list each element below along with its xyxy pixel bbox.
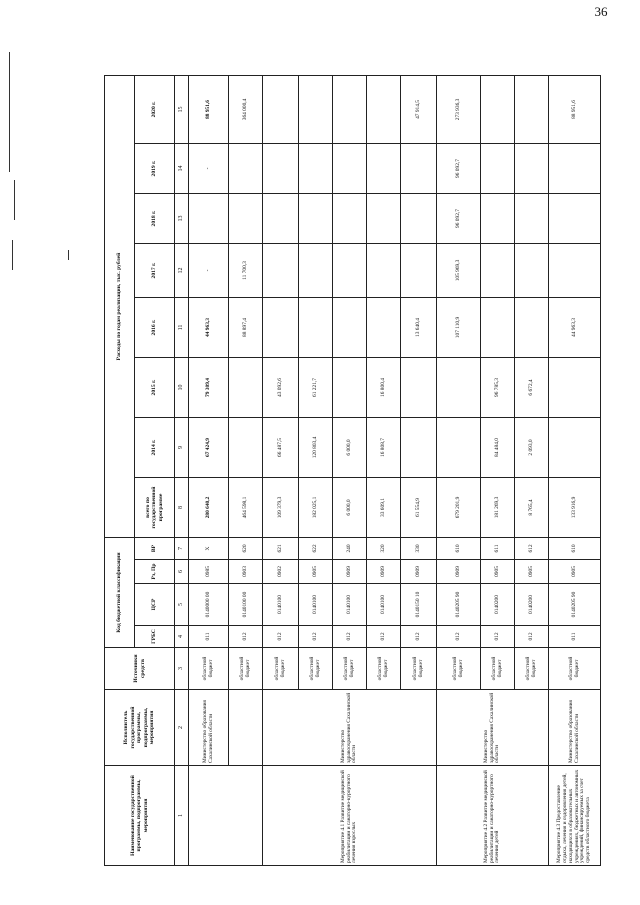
- header-total: всего по государственной программе: [135, 478, 175, 538]
- cell-vr: 621: [263, 538, 299, 560]
- cell-source: областной бюджет: [229, 648, 263, 690]
- cell-2017: [299, 244, 333, 298]
- cell-source: областной бюджет: [263, 648, 299, 690]
- column-number-row: [175, 75, 189, 865]
- cell-2015: [333, 358, 367, 418]
- cell-total: 464 598,1: [229, 478, 263, 538]
- cell-2014: 6 000,0: [333, 418, 367, 478]
- cell-csr: 0140100: [263, 584, 299, 626]
- cell-2020: [481, 75, 515, 143]
- cell-total: 61 554,9: [401, 478, 437, 538]
- cell-2018: [333, 194, 367, 244]
- cell-rzpr: 0905: [549, 560, 601, 584]
- cell-vr: 320: [367, 538, 401, 560]
- scan-mark: [12, 240, 13, 270]
- cell-vr: 622: [299, 538, 333, 560]
- cell-source: областной бюджет: [481, 648, 515, 690]
- cell-vr: 610: [549, 538, 601, 560]
- cell-2019: [229, 144, 263, 194]
- column-number: 15: [175, 75, 189, 143]
- cell-2015: [549, 358, 601, 418]
- column-number: 4: [175, 626, 189, 648]
- cell-total: 109 379,3: [263, 478, 299, 538]
- cell-total: 133 916,9: [549, 478, 601, 538]
- cell-2017: [515, 244, 549, 298]
- cell-event-name: [189, 766, 263, 866]
- column-number: 2: [175, 690, 189, 766]
- cell-source: областной бюджет: [299, 648, 333, 690]
- cell-2014: 67 424,9: [189, 418, 229, 478]
- cell-vr: 610: [437, 538, 481, 560]
- cell-2018: [401, 194, 437, 244]
- table-row: [549, 75, 601, 865]
- table-row: [189, 75, 229, 865]
- cell-2015: 61 221,7: [299, 358, 333, 418]
- cell-2018: [481, 194, 515, 244]
- cell-2018: [549, 194, 601, 244]
- cell-2015: 6 672,4: [515, 358, 549, 418]
- cell-2019: [263, 144, 299, 194]
- column-number: 13: [175, 194, 189, 244]
- cell-2017: [481, 244, 515, 298]
- table-row: [263, 75, 299, 865]
- cell-2018: 96 092,7: [437, 194, 481, 244]
- cell-grbs: 012: [401, 626, 437, 648]
- header-year: 2014 г.: [135, 418, 175, 478]
- cell-2016: [515, 298, 549, 358]
- cell-csr: 0140100 00: [229, 584, 263, 626]
- cell-grbs: 012: [367, 626, 401, 648]
- cell-rzpr: 0985: [189, 560, 229, 584]
- header-rzpr: Рз, Пр: [135, 560, 175, 584]
- header-year: 2015 г.: [135, 358, 175, 418]
- cell-grbs: 011: [189, 626, 229, 648]
- cell-2016: 88 897,4: [229, 298, 263, 358]
- cell-total: 6 000,0: [333, 478, 367, 538]
- cell-rzpr: 0905: [515, 560, 549, 584]
- cell-2020: 88 951,6: [549, 75, 601, 143]
- cell-event-name: Мероприятие 4.1 Развитие медицинской реабилитации и санаторно-курортного лечения взрослых: [263, 766, 437, 866]
- cell-2019: [367, 144, 401, 194]
- cell-vr: 612: [515, 538, 549, 560]
- cell-event-name: Мероприятие 4.3 Предоставление отдыха, лечения и оздоровления детей, находящихся в образовательных учреждениях, бюджетных и автономных учреждений, финансируемых за счет средств областного бюджета: [549, 766, 601, 866]
- scan-mark: [9, 52, 10, 172]
- cell-source: областной бюджет: [189, 648, 229, 690]
- cell-2020: [515, 75, 549, 143]
- cell-csr: 0140100: [299, 584, 333, 626]
- cell-vr: Х: [189, 538, 229, 560]
- cell-total: 182 025,1: [299, 478, 333, 538]
- cell-2016: 44 963,3: [549, 298, 601, 358]
- cell-total: 679 201,9: [437, 478, 481, 538]
- header-name: Наименование государственной программы, подпрограммы, мероприятия: [105, 766, 175, 866]
- cell-executor: Министерство образования Сахалинской области: [189, 690, 229, 766]
- column-number: 3: [175, 648, 189, 690]
- cell-grbs: 011: [549, 626, 601, 648]
- page-number: 36: [594, 4, 608, 19]
- cell-2019: [299, 144, 333, 194]
- cell-2017: 11 700,3: [229, 244, 263, 298]
- cell-2015: 79 309,4: [189, 358, 229, 418]
- cell-2014: [401, 418, 437, 478]
- cell-rzpr: 0905: [299, 560, 333, 584]
- cell-2020: 88 951,6: [189, 75, 229, 143]
- cell-2015: 16 800,4: [367, 358, 401, 418]
- cell-executor: Министерство образования Сахалинской области: [549, 690, 601, 766]
- cell-2018: [229, 194, 263, 244]
- cell-2016: [333, 298, 367, 358]
- cell-grbs: 012: [333, 626, 367, 648]
- cell-source: областной бюджет: [549, 648, 601, 690]
- cell-rzpr: 0902: [263, 560, 299, 584]
- cell-grbs: 012: [299, 626, 333, 648]
- cell-csr: 0140200: [481, 584, 515, 626]
- cell-vr: 240: [333, 538, 367, 560]
- header-vr: ВР: [135, 538, 175, 560]
- cell-rzpr: 0909: [401, 560, 437, 584]
- cell-2020: [263, 75, 299, 143]
- header-csr: ЦСР: [135, 584, 175, 626]
- cell-2017: [333, 244, 367, 298]
- cell-executor: Министерство здравоохранения Сахалинской области: [263, 690, 437, 766]
- cell-vr: 611: [481, 538, 515, 560]
- column-number: 10: [175, 358, 189, 418]
- scan-mark: [14, 180, 15, 220]
- cell-event-name: Мероприятие 4.2 Развитие медицинской реабилитации и санаторно-курортного лечения детей: [437, 766, 549, 866]
- cell-source: областной бюджет: [401, 648, 437, 690]
- cell-csr: 0140150 10: [401, 584, 437, 626]
- cell-2014: 66 487,5: [263, 418, 299, 478]
- header-year: 2017 г.: [135, 244, 175, 298]
- cell-2019: [549, 144, 601, 194]
- cell-csr: 0140100: [367, 584, 401, 626]
- header-year: 2020 г.: [135, 75, 175, 143]
- cell-rzpr: 0903: [229, 560, 263, 584]
- cell-2020: 273 936,3: [437, 75, 481, 143]
- cell-2018: [515, 194, 549, 244]
- cell-2015: 43 092,6: [263, 358, 299, 418]
- header-year: 2018 г.: [135, 194, 175, 244]
- header-executor: Исполнитель государственной программы, подпрограммы, мероприятия: [105, 690, 175, 766]
- cell-vr: 620: [229, 538, 263, 560]
- header-expenses-group: Расходы по годам реализации, тыс. рублей: [105, 75, 135, 537]
- table-header: [105, 75, 189, 865]
- cell-2016: 44 963,3: [189, 298, 229, 358]
- cell-rzpr: 0909: [367, 560, 401, 584]
- cell-source: областной бюджет: [437, 648, 481, 690]
- header-year: 2019 г.: [135, 144, 175, 194]
- cell-2016: 13 640,4: [401, 298, 437, 358]
- budget-table: [104, 75, 601, 866]
- rotated-budget-table: [104, 96, 640, 866]
- column-number: 9: [175, 418, 189, 478]
- cell-2014: [549, 418, 601, 478]
- column-number: 6: [175, 560, 189, 584]
- cell-2017: [549, 244, 601, 298]
- table-row: [229, 75, 263, 865]
- cell-rzpr: 0909: [333, 560, 367, 584]
- cell-executor: Министерство здравоохранения Сахалинской области: [437, 690, 549, 766]
- cell-total: 181 269,3: [481, 478, 515, 538]
- cell-csr: 0140205 90: [549, 584, 601, 626]
- cell-source: областной бюджет: [333, 648, 367, 690]
- cell-rzpr: 0905: [481, 560, 515, 584]
- cell-grbs: 012: [229, 626, 263, 648]
- cell-2015: [401, 358, 437, 418]
- cell-2019: [515, 144, 549, 194]
- cell-2019: 96 092,7: [437, 144, 481, 194]
- cell-source: областной бюджет: [515, 648, 549, 690]
- cell-csr: 0140205 90: [437, 584, 481, 626]
- table-row: [437, 75, 481, 865]
- cell-2020: [367, 75, 401, 143]
- header-grbs: ГРБС: [135, 626, 175, 648]
- cell-2020: [299, 75, 333, 143]
- cell-csr: 0140100: [333, 584, 367, 626]
- cell-2017: [367, 244, 401, 298]
- cell-2018: [367, 194, 401, 244]
- cell-source: областной бюджет: [367, 648, 401, 690]
- cell-2014: [229, 418, 263, 478]
- column-number: 11: [175, 298, 189, 358]
- cell-2019: [481, 144, 515, 194]
- cell-2014: 16 808,7: [367, 418, 401, 478]
- cell-grbs: 012: [263, 626, 299, 648]
- cell-2018: [299, 194, 333, 244]
- scan-mark: [68, 250, 69, 260]
- cell-2017: 105 969,3: [437, 244, 481, 298]
- cell-2014: 84 484,0: [481, 418, 515, 478]
- cell-grbs: 012: [437, 626, 481, 648]
- cell-2020: 364 000,4: [229, 75, 263, 143]
- header-code-group: Код бюджетной классификации: [105, 538, 135, 648]
- cell-2015: 96 785,3: [481, 358, 515, 418]
- cell-2019: -: [189, 144, 229, 194]
- cell-2017: -: [189, 244, 229, 298]
- cell-total: 33 609,1: [367, 478, 401, 538]
- table-body: [189, 75, 601, 865]
- cell-2015: [229, 358, 263, 418]
- column-number: 1: [175, 766, 189, 866]
- cell-2016: [367, 298, 401, 358]
- cell-grbs: 012: [515, 626, 549, 648]
- cell-executor: [229, 690, 263, 766]
- cell-2019: [401, 144, 437, 194]
- cell-2017: [401, 244, 437, 298]
- column-number: 14: [175, 144, 189, 194]
- cell-total: 280 640,2: [189, 478, 229, 538]
- column-number: 5: [175, 584, 189, 626]
- cell-vr: 330: [401, 538, 437, 560]
- cell-csr: 0140200: [515, 584, 549, 626]
- cell-2014: 2 093,0: [515, 418, 549, 478]
- cell-grbs: 012: [481, 626, 515, 648]
- cell-2019: [333, 144, 367, 194]
- header-year: 2016 г.: [135, 298, 175, 358]
- cell-2020: [333, 75, 367, 143]
- cell-csr: 0140000 00: [189, 584, 229, 626]
- cell-2015: [437, 358, 481, 418]
- cell-2018: [263, 194, 299, 244]
- header-source: Источники средств: [105, 648, 175, 690]
- cell-2016: [481, 298, 515, 358]
- cell-rzpr: 0909: [437, 560, 481, 584]
- cell-2020: 47 914,5: [401, 75, 437, 143]
- cell-2017: [263, 244, 299, 298]
- cell-total: 8 765,4: [515, 478, 549, 538]
- cell-2016: [299, 298, 333, 358]
- cell-2018: [189, 194, 229, 244]
- cell-2016: [263, 298, 299, 358]
- cell-2014: 120 803,4: [299, 418, 333, 478]
- column-number: 8: [175, 478, 189, 538]
- cell-2014: [437, 418, 481, 478]
- cell-2016: 107 110,9: [437, 298, 481, 358]
- column-number: 12: [175, 244, 189, 298]
- column-number: 7: [175, 538, 189, 560]
